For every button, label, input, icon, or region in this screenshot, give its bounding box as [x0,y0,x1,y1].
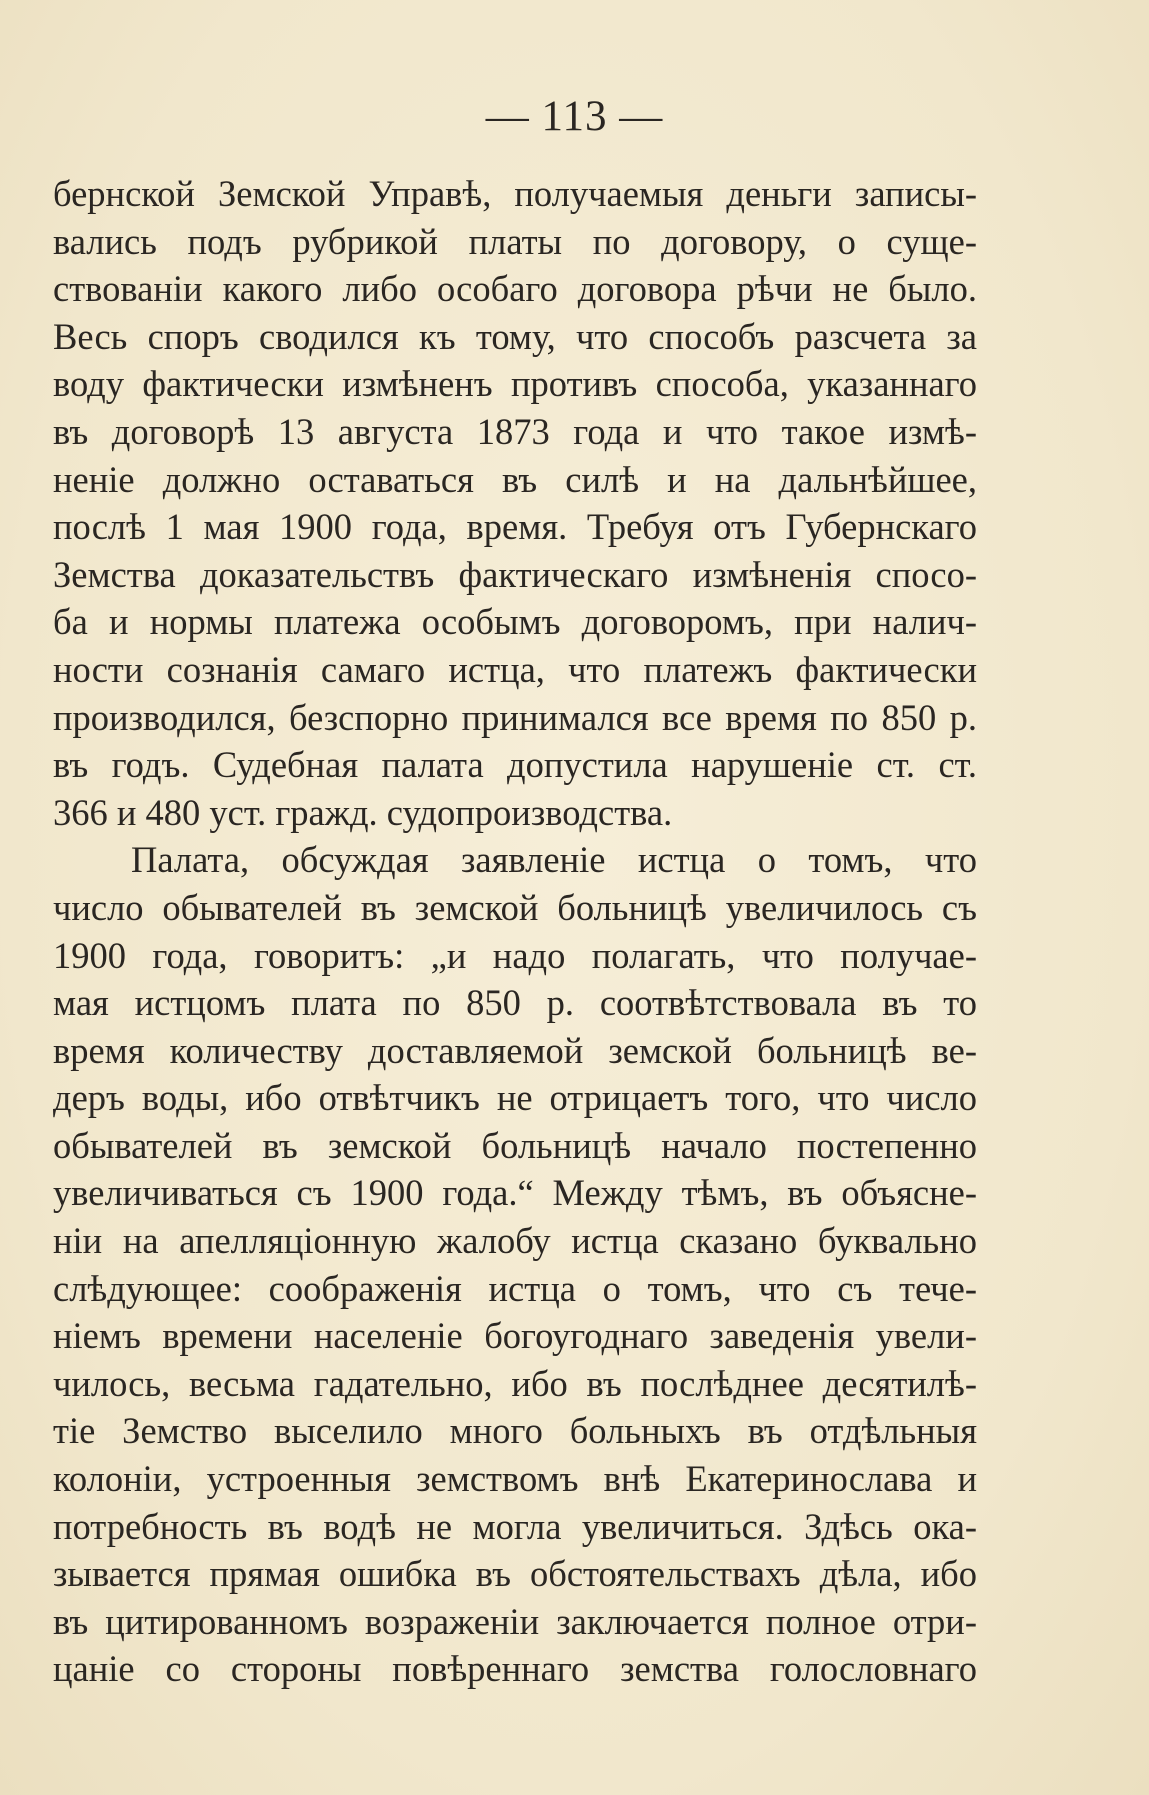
text-line: послѣ 1 мая 1900 года, время. Требуя отъ Губернскаго [53,506,977,548]
text-line: мая истцомъ плата по 850 р. соотвѣтствовала въ то [53,982,977,1024]
text-line: слѣдующее: соображенія истца о томъ, что съ тече- [53,1267,977,1309]
text-line: въ договорѣ 13 августа 1873 года и что такое измѣ- [53,410,977,452]
text-line: бернской Земской Управѣ, получаемыя деньги записы- [53,173,977,214]
text-line: ніи на апелляціонную жалобу истца сказано буквально [53,1220,977,1262]
text-line: Земства доказательствъ фактическаго измѣненія спосо- [53,553,977,595]
text-line: обывателей въ земской больницѣ начало постепенно [53,1124,977,1166]
text-line: производился, безспорно принимался все время по 850 р. [53,696,977,738]
text-line: колоніи, устроенныя земствомъ внѣ Екатеринослава и [53,1458,977,1500]
text-line: ніемъ времени населеніе богоугоднаго заведенія увели- [53,1315,977,1357]
text-line: Палата, обсуждая заявленіе истца о томъ, что [131,839,977,881]
text-line: въ годъ. Судебная палата допустила нарушеніе ст. ст. [53,744,977,786]
text-line: Весь споръ сводился къ тому, что способъ разсчета за [53,315,977,357]
page-number: — 113 — [485,93,664,140]
text-line: потребность въ водѣ не могла увеличиться. Здѣсь ока- [53,1505,977,1547]
text-line: время количеству доставляемой земской больницѣ ве- [53,1029,977,1071]
text-line: зывается прямая ошибка въ обстоятельствахъ дѣла, ибо [53,1553,977,1595]
text-line: неніе должно оставаться въ силѣ и на дальнѣйшее, [53,458,977,500]
text-line: ба и нормы платежа особымъ договоромъ, при налич- [53,601,977,643]
text-line: 366 и 480 уст. гражд. судопроизводства. [53,791,673,833]
text-line: въ цитированномъ возраженіи заключается полное отри- [53,1600,977,1642]
text-line: чилось, весьма гадательно, ибо въ послѣднее десятилѣ- [53,1362,977,1404]
text-line: ности сознанія самаго истца, что платежъ фактически [53,648,977,690]
text-line: 1900 года, говоритъ: „и надо полагать, что получае- [53,934,977,976]
text-line: вались подъ рубрикой платы по договору, о суще- [53,220,977,262]
text-line: тіе Земство выселило много больныхъ въ отдѣльныя [53,1410,977,1452]
text-line: воду фактически измѣненъ противъ способа, указаннаго [53,363,977,405]
text-line: деръ воды, ибо отвѣтчикъ не отрицаетъ того, что число [53,1077,977,1119]
text-line: число обывателей въ земской больницѣ увеличилось съ [53,886,977,928]
body-text [53,170,977,1693]
text-line: цаніе со стороны повѣреннаго земства голословнаго [53,1648,977,1690]
text-line: ствованіи какого либо особаго договора рѣчи не было. [53,268,977,310]
text-line: увеличиваться съ 1900 года.“ Между тѣмъ, въ объясне- [53,1172,977,1214]
